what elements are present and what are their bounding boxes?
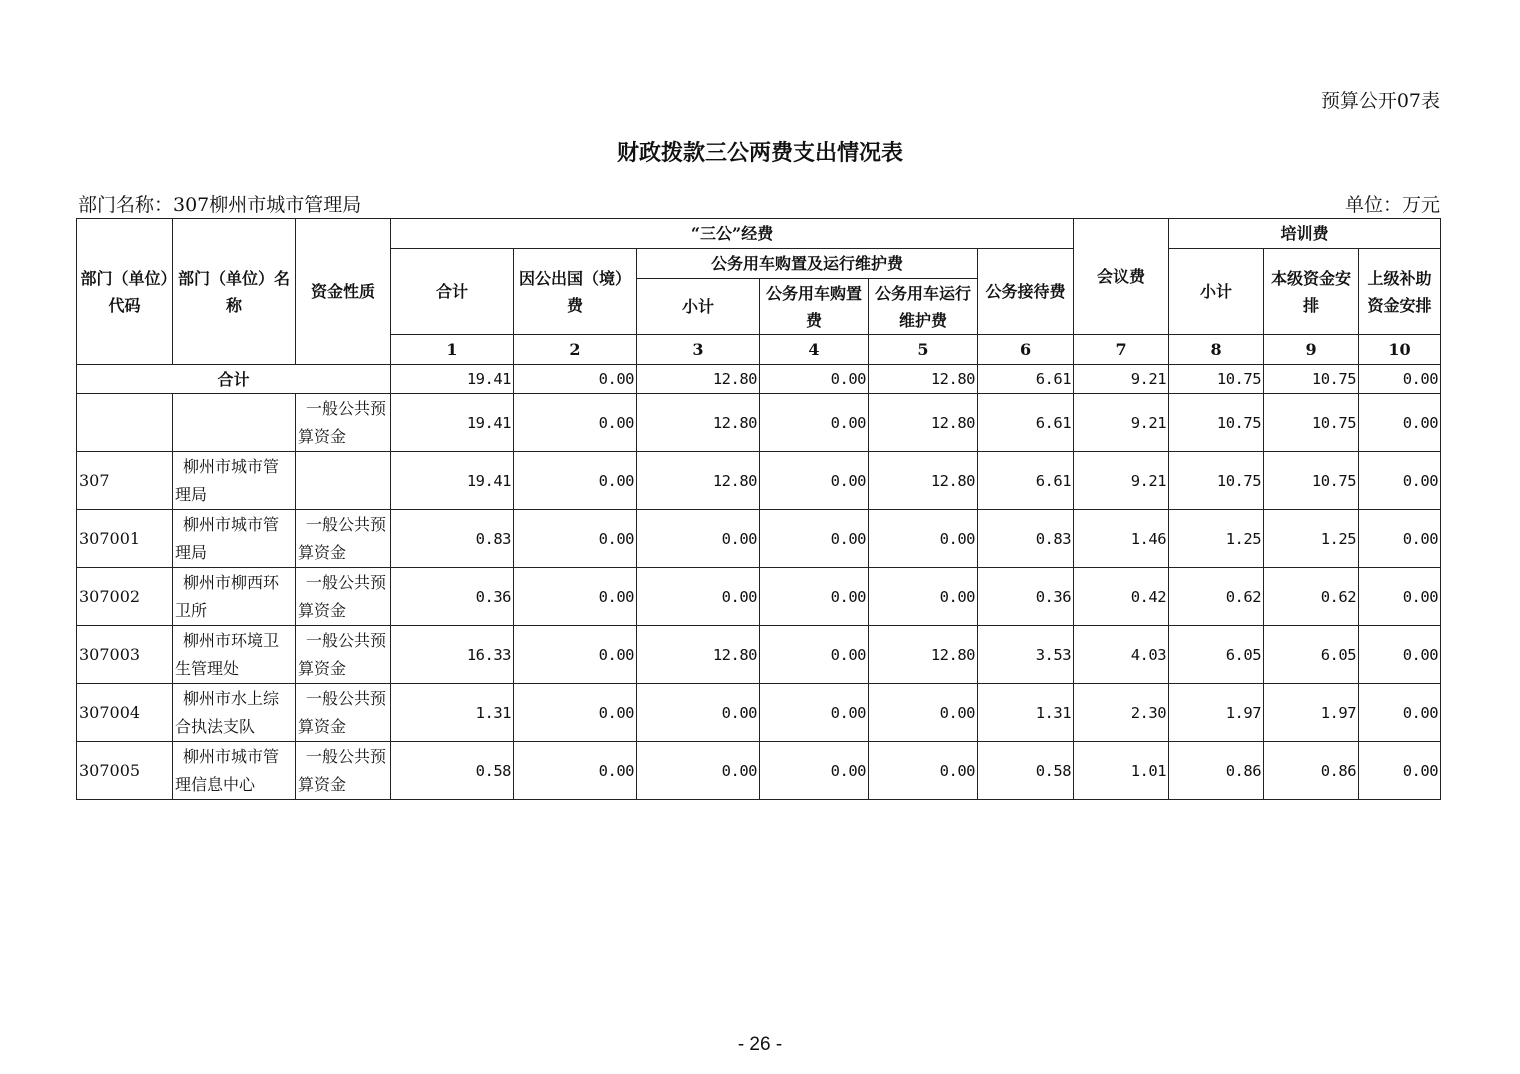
table-row [77,684,1441,742]
value-cell: 0.58 [391,742,514,800]
value-cell: 0.00 [1359,568,1441,626]
value-cell: 1.25 [1264,510,1359,568]
column-number: 3 [637,335,760,365]
table-row [77,742,1441,800]
value-cell: 6.05 [1169,626,1264,684]
value-cell: 0.00 [637,568,760,626]
dept-name-cell: 柳州市柳西环卫所 [173,568,296,626]
value-cell: 12.80 [869,365,978,394]
value-cell: 0.00 [760,365,869,394]
fund-nature-cell: 一般公共预算资金 [296,394,391,452]
value-cell: 0.00 [760,394,869,452]
value-cell: 0.62 [1169,568,1264,626]
value-cell: 0.00 [1359,510,1441,568]
table-row [77,452,1441,510]
value-cell: 0.00 [1359,684,1441,742]
page-title: 财政拨款三公两费支出情况表 [616,140,903,166]
fund-nature-cell: 一般公共预算资金 [296,626,391,684]
value-cell: 0.00 [1359,452,1441,510]
dept-code-cell: 307005 [77,742,173,800]
header-total: 合计 [391,249,514,335]
value-cell: 2.30 [1074,684,1169,742]
dept-name-cell: 柳州市环境卫生管理处 [173,626,296,684]
column-number: 1 [391,335,514,365]
value-cell: 0.83 [978,510,1074,568]
value-cell: 12.80 [869,394,978,452]
header-meeting: 会议费 [1074,219,1169,335]
fund-nature-cell: 一般公共预算资金 [296,510,391,568]
value-cell: 0.42 [1074,568,1169,626]
value-cell: 0.00 [760,568,869,626]
value-cell: 10.75 [1169,452,1264,510]
header-overseas: 因公出国（境）费 [514,249,637,335]
dept-name-cell: 柳州市城市管理信息中心 [173,742,296,800]
column-number: 6 [978,335,1074,365]
header-train-upper: 上级补助资金安排 [1359,249,1441,335]
value-cell: 10.75 [1169,394,1264,452]
value-cell: 0.00 [760,626,869,684]
value-cell: 12.80 [869,452,978,510]
dept-code-cell: 307002 [77,568,173,626]
value-cell: 0.00 [514,742,637,800]
dept-name-cell [173,394,296,452]
value-cell: 6.61 [978,394,1074,452]
department-label: 部门名称：307柳州市城市管理局 [78,194,362,216]
column-number: 7 [1074,335,1169,365]
value-cell: 19.41 [391,365,514,394]
dept-code-cell: 307004 [77,684,173,742]
value-cell: 0.83 [391,510,514,568]
value-cell: 0.00 [1359,626,1441,684]
value-cell: 0.00 [760,510,869,568]
value-cell: 0.00 [869,684,978,742]
header-vehicle-subtotal: 小计 [637,279,760,335]
value-cell: 3.53 [978,626,1074,684]
unit-label: 单位：万元 [1344,194,1440,216]
table-row [77,365,1441,394]
value-cell: 0.00 [869,510,978,568]
value-cell: 6.61 [978,365,1074,394]
column-number: 9 [1264,335,1359,365]
value-cell: 0.62 [1264,568,1359,626]
table-row [77,394,1441,452]
value-cell: 0.00 [514,510,637,568]
value-cell: 0.00 [637,510,760,568]
dept-code-cell: 307001 [77,510,173,568]
header-reception: 公务接待费 [978,249,1074,335]
value-cell: 0.58 [978,742,1074,800]
header-dept-name: 部门（单位）名称 [173,219,296,365]
value-cell: 1.31 [978,684,1074,742]
fund-nature-cell: 一般公共预算资金 [296,742,391,800]
header-vehicle-maint: 公务用车运行维护费 [869,279,978,335]
value-cell: 4.03 [1074,626,1169,684]
dept-name-cell: 柳州市城市管理局 [173,510,296,568]
header-sangong: “三公”经费 [391,219,1074,249]
value-cell: 1.97 [1264,684,1359,742]
header-vehicle-purchase: 公务用车购置费 [760,279,869,335]
value-cell: 0.00 [637,684,760,742]
value-cell: 0.86 [1169,742,1264,800]
column-number: 5 [869,335,978,365]
value-cell: 0.00 [514,626,637,684]
value-cell: 0.00 [514,365,637,394]
table-row [77,626,1441,684]
value-cell: 10.75 [1264,452,1359,510]
header-vehicle: 公务用车购置及运行维护费 [637,249,978,279]
value-cell: 1.46 [1074,510,1169,568]
value-cell: 0.00 [514,568,637,626]
fund-nature-cell [296,452,391,510]
value-cell: 0.00 [760,684,869,742]
value-cell: 0.36 [391,568,514,626]
value-cell: 12.80 [869,626,978,684]
value-cell: 0.00 [869,742,978,800]
dept-code-cell: 307003 [77,626,173,684]
dept-code-cell: 307 [77,452,173,510]
dept-name-cell: 柳州市城市管理局 [173,452,296,510]
value-cell: 10.75 [1264,365,1359,394]
value-cell: 12.80 [637,626,760,684]
table-row [77,568,1441,626]
value-cell: 9.21 [1074,452,1169,510]
value-cell: 16.33 [391,626,514,684]
header-dept-code: 部门（单位）代码 [77,219,173,365]
value-cell: 12.80 [637,394,760,452]
column-number: 2 [514,335,637,365]
value-cell: 0.00 [514,452,637,510]
value-cell: 0.00 [760,742,869,800]
value-cell: 0.00 [1359,365,1441,394]
value-cell: 0.00 [514,684,637,742]
value-cell: 12.80 [637,365,760,394]
total-label: 合计 [77,365,391,394]
value-cell: 0.00 [760,452,869,510]
column-number: 10 [1359,335,1441,365]
header-fund-nature: 资金性质 [296,219,391,365]
value-cell: 9.21 [1074,365,1169,394]
value-cell: 0.00 [1359,394,1441,452]
value-cell: 0.00 [514,394,637,452]
table-row [77,510,1441,568]
dept-name-cell: 柳州市水上综合执法支队 [173,684,296,742]
budget-table [76,218,1441,800]
value-cell: 6.61 [978,452,1074,510]
value-cell: 0.00 [637,742,760,800]
header-train-subtotal: 小计 [1169,249,1264,335]
header-training: 培训费 [1169,219,1441,249]
column-number: 8 [1169,335,1264,365]
fund-nature-cell: 一般公共预算资金 [296,568,391,626]
value-cell: 0.36 [978,568,1074,626]
fund-nature-cell: 一般公共预算资金 [296,684,391,742]
value-cell: 1.25 [1169,510,1264,568]
value-cell: 0.86 [1264,742,1359,800]
value-cell: 19.41 [391,452,514,510]
value-cell: 10.75 [1264,394,1359,452]
value-cell: 1.01 [1074,742,1169,800]
value-cell: 19.41 [391,394,514,452]
column-number: 4 [760,335,869,365]
form-number: 预算公开07表 [1320,90,1440,112]
value-cell: 0.00 [1359,742,1441,800]
page-number: - 26 - [737,1034,783,1055]
dept-code-cell [77,394,173,452]
value-cell: 1.31 [391,684,514,742]
value-cell: 9.21 [1074,394,1169,452]
value-cell: 10.75 [1169,365,1264,394]
value-cell: 1.97 [1169,684,1264,742]
value-cell: 6.05 [1264,626,1359,684]
header-train-local: 本级资金安排 [1264,249,1359,335]
value-cell: 0.00 [869,568,978,626]
value-cell: 12.80 [637,452,760,510]
